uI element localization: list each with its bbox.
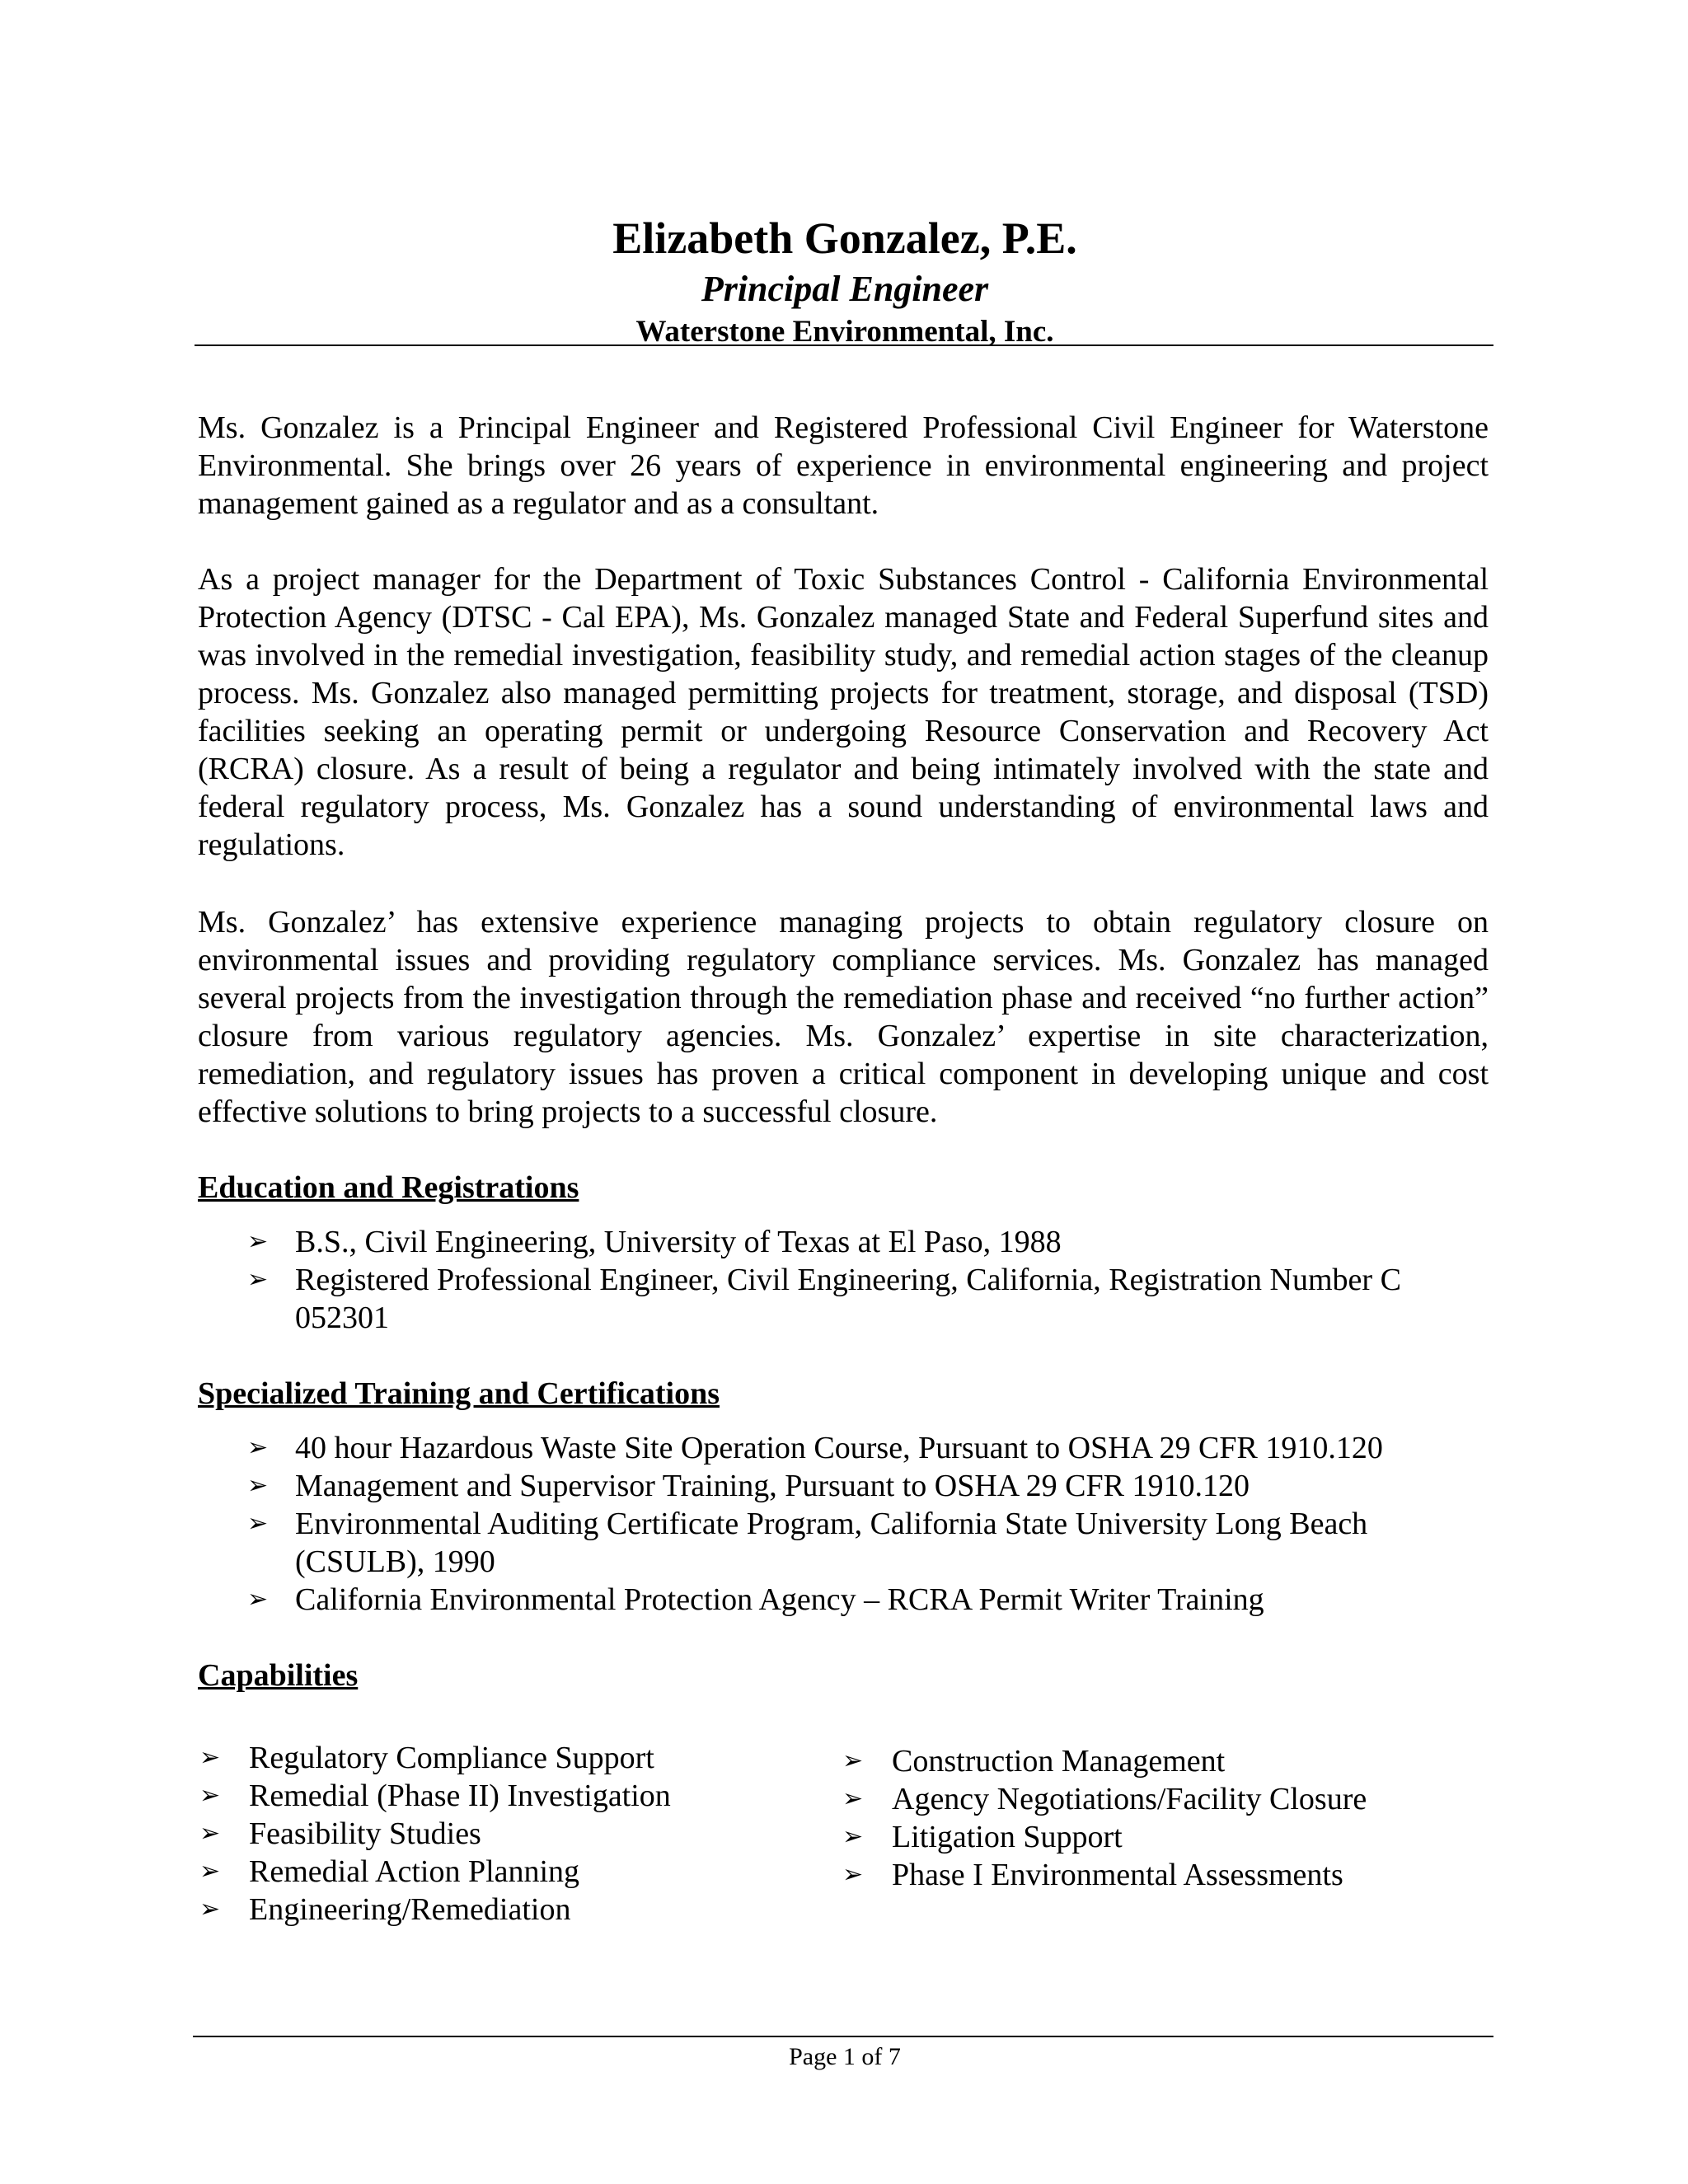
- list-item-text: Registered Professional Engineer, Civil Engineering, California, Registration Number C 052301: [295, 1263, 1401, 1335]
- list-item: [198, 1853, 824, 1891]
- arrow-bullet-icon: ➢: [199, 1743, 221, 1772]
- list-item: [841, 1780, 1484, 1818]
- list-item-text: California Environmental Protection Agency – RCRA Permit Writer Training: [295, 1582, 1264, 1617]
- list-item: [198, 1261, 1467, 1337]
- list-item-text: 40 hour Hazardous Waste Site Operation Course, Pursuant to OSHA 29 CFR 1910.120: [295, 1431, 1383, 1465]
- list-item: [198, 1739, 824, 1777]
- list-item: [198, 1223, 1467, 1261]
- bio-paragraph-3: Ms. Gonzalez’ has extensive experience managing projects to obtain regulatory closure on environmental issues and providing regulatory compliance services. Ms. Gonzalez has managed several projects from the investigation through the remediation phase and received “no further action” closure from various regulatory agencies. Ms. Gonzalez’ expertise in site characterization, remediation, and regulatory issues has proven a critical component in developing unique and cost effective solutions to bring projects to a successful closure.: [198, 905, 1489, 1129]
- list-item-text: Agency Negotiations/Facility Closure: [892, 1782, 1367, 1816]
- arrow-bullet-icon: ➢: [842, 1784, 864, 1813]
- list-item-text: Remedial (Phase II) Investigation: [249, 1779, 671, 1813]
- company-name: Waterstone Environmental, Inc.: [635, 315, 1054, 349]
- training-heading: Specialized Training and Certifications: [198, 1376, 720, 1411]
- list-item-text: B.S., Civil Engineering, University of Texas at El Paso, 1988: [295, 1225, 1062, 1259]
- list-item: [841, 1818, 1484, 1856]
- list-item: [198, 1467, 1467, 1505]
- list-item: [198, 1505, 1467, 1581]
- arrow-bullet-icon: ➢: [247, 1471, 269, 1500]
- arrow-bullet-icon: ➢: [199, 1819, 221, 1848]
- job-title: Principal Engineer: [701, 269, 989, 309]
- resume-page: [198, 0, 1492, 2184]
- arrow-bullet-icon: ➢: [247, 1227, 269, 1256]
- list-item-text: Engineering/Remediation: [249, 1892, 571, 1927]
- arrow-bullet-icon: ➢: [247, 1585, 269, 1614]
- capabilities-heading: Capabilities: [198, 1658, 359, 1693]
- arrow-bullet-icon: ➢: [842, 1860, 864, 1889]
- list-item-text: Litigation Support: [892, 1820, 1123, 1854]
- arrow-bullet-icon: ➢: [247, 1509, 269, 1538]
- bio-paragraph-1: Ms. Gonzalez is a Principal Engineer and Registered Professional Civil Engineer for Waterstone Environmental. She brings over 26 years of experience in environmental engineering and project management gained as a regulator and as a consultant.: [198, 410, 1489, 521]
- list-item-text: Remedial Action Planning: [249, 1854, 580, 1889]
- footer-divider: [193, 2036, 1493, 2037]
- list-item: [198, 1429, 1467, 1467]
- arrow-bullet-icon: ➢: [842, 1746, 864, 1775]
- list-item: [841, 1856, 1484, 1894]
- education-list: [198, 1223, 1467, 1337]
- list-item-text: Management and Supervisor Training, Pursuant to OSHA 29 CFR 1910.120: [295, 1469, 1250, 1503]
- arrow-bullet-icon: ➢: [247, 1433, 269, 1462]
- list-item-text: Construction Management: [892, 1744, 1226, 1779]
- arrow-bullet-icon: ➢: [842, 1822, 864, 1851]
- header-divider: [195, 344, 1493, 346]
- page-number: Page 1 of 7: [789, 2043, 901, 2070]
- list-item-text: Phase I Environmental Assessments: [892, 1858, 1343, 1892]
- capabilities-right-list: [841, 1742, 1484, 1894]
- arrow-bullet-icon: ➢: [199, 1857, 221, 1886]
- arrow-bullet-icon: ➢: [247, 1265, 269, 1294]
- list-item-text: Feasibility Studies: [249, 1816, 481, 1851]
- capabilities-left-list: [198, 1739, 824, 1929]
- list-item: [198, 1891, 824, 1929]
- person-name: Elizabeth Gonzalez, P.E.: [612, 213, 1077, 263]
- education-heading: Education and Registrations: [198, 1170, 579, 1205]
- list-item-text: Environmental Auditing Certificate Program, California State University Long Beach (CSULB), 1990: [295, 1507, 1368, 1579]
- bio-paragraph-2: As a project manager for the Department of Toxic Substances Control - California Environmental Protection Agency (DTSC - Cal EPA), Ms. Gonzalez managed State and Federal Superfund sites and was involved in the remedial investigation, feasibility study, and remedial action stages of the cleanup process. Ms. Gonzalez also managed permitting projects for treatment, storage, and disposal (TSD) facilities seeking an operating permit or undergoing Resource Conservation and Recovery Act (RCRA) closure. As a result of being a regulator and being intimately involved with the state and federal regulatory process, Ms. Gonzalez has a sound understanding of environmental laws and regulations.: [198, 562, 1489, 862]
- list-item: [198, 1815, 824, 1853]
- list-item: [198, 1581, 1467, 1619]
- training-list: [198, 1429, 1467, 1619]
- arrow-bullet-icon: ➢: [199, 1895, 221, 1924]
- resume-header: [198, 210, 1492, 352]
- list-item-text: Regulatory Compliance Support: [249, 1741, 654, 1775]
- list-item: [198, 1777, 824, 1815]
- list-item: [841, 1742, 1484, 1780]
- arrow-bullet-icon: ➢: [199, 1781, 221, 1810]
